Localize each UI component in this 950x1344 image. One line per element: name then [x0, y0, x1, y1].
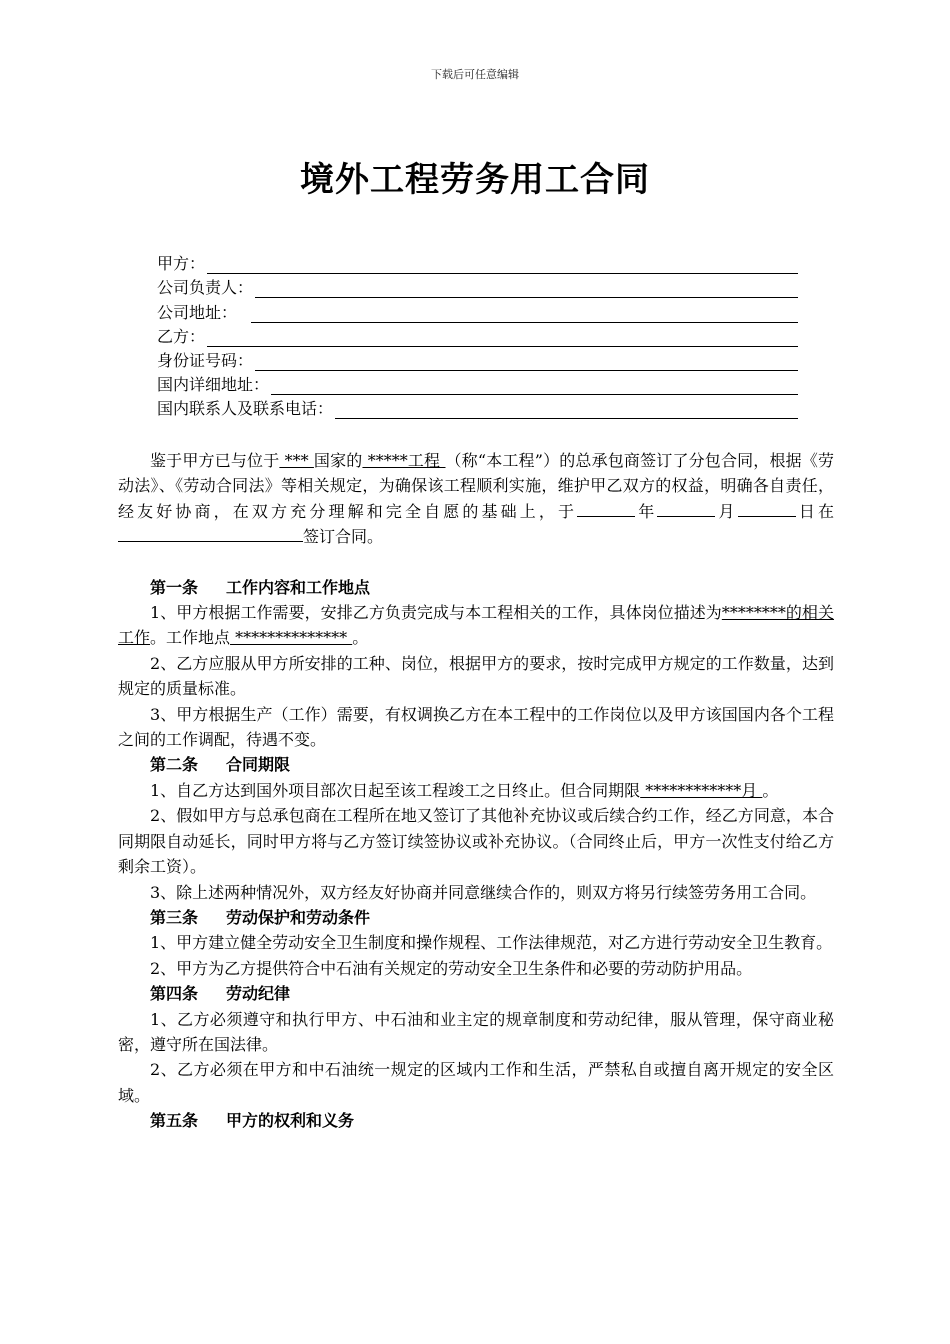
article-title: 劳动纪律: [226, 984, 291, 1004]
field-label: 国内详细地址：: [157, 375, 270, 395]
field-id-number: [157, 347, 798, 371]
field-label: 国内联系人及联系电话：: [157, 399, 334, 419]
article-number: 第一条: [150, 577, 199, 597]
article-number: 第四条: [150, 984, 199, 1004]
article4-heading: [118, 981, 834, 1006]
article1-heading: [118, 575, 834, 600]
field-domestic-contact: [157, 395, 798, 419]
article5-heading: [118, 1108, 834, 1133]
article2-p1: [118, 778, 834, 803]
article-number: 第二条: [150, 755, 199, 775]
article3-p1: 1、甲方建立健全劳动安全卫生制度和操作规程、工作法律规范，对乙方进行劳动安全卫生教育。: [150, 933, 833, 953]
month-blank[interactable]: [657, 499, 715, 517]
article2-p3: 3、除上述两种情况外，双方经友好协商并同意继续合作的，则双方将另行续签劳务用工合同。: [150, 882, 817, 902]
preamble-paragraph: [118, 448, 834, 550]
preamble-text: 国家的: [313, 451, 363, 470]
article-number: 第三条: [150, 907, 199, 927]
article-title: 工作内容和工作地点: [226, 577, 371, 597]
article-title: 甲方的权利和义务: [226, 1111, 355, 1131]
document-title: 境外工程劳务用工合同: [300, 160, 650, 200]
work-place-value: **************: [230, 628, 353, 648]
preamble-text: 签订合同。: [303, 527, 384, 547]
preamble-text: 鉴于甲方已与位于: [150, 451, 280, 470]
field-party-a: [157, 250, 798, 274]
field-label: 甲方：: [157, 254, 206, 274]
paragraph-text: 1、自乙方达到国外项目部次日起至该工程竣工之日终止。但合同期限: [150, 780, 641, 800]
field-party-b: [157, 323, 798, 347]
fill-in-line[interactable]: [255, 280, 798, 298]
year-blank[interactable]: [577, 499, 635, 517]
place-blank[interactable]: [118, 524, 303, 542]
article-title: 劳动保护和劳动条件: [226, 907, 371, 927]
header-note: 下载后可任意编辑: [431, 68, 519, 81]
fill-in-line[interactable]: [251, 305, 798, 323]
article4-p1: 1、乙方必须遵守和执行甲方、中石油和业主定的规章制度和劳动纪律，服从管理，保守商业秘密，遵守所在国法律。: [118, 1009, 834, 1054]
article2-heading: [118, 752, 834, 777]
month-label: 月: [715, 501, 738, 521]
paragraph-text: 1、甲方根据工作需要，安排乙方负责完成与本工程相关的工作，具体岗位描述为: [150, 603, 722, 623]
fill-in-line[interactable]: [207, 256, 798, 274]
field-label: 乙方：: [157, 326, 206, 346]
contract-body: [118, 448, 834, 1134]
paragraph-text: 。: [762, 780, 779, 800]
contract-term-value: ************月: [640, 780, 763, 800]
party-info-fields: [157, 250, 798, 419]
fill-in-line[interactable]: [255, 353, 798, 371]
field-domestic-address: [157, 371, 798, 395]
paragraph-text: 。: [352, 628, 369, 648]
day-label: 日在: [795, 501, 834, 521]
paragraph-text: 。工作地点: [150, 628, 231, 648]
article1-p1: [118, 600, 834, 651]
article-number: 第五条: [150, 1111, 199, 1131]
preamble-text: （称“本工程”）的总承包商签订了分包合同，根据《劳动法》、《劳动合同法》等相关规定，为确保该工程顺利实施，维护甲乙双方的权益，明确各自责任，经友好协商，在双方充分理解和完全自愿的基础上，于: [118, 451, 834, 521]
fill-in-line[interactable]: [335, 401, 798, 419]
article1-p3: 3、甲方根据生产（工作）需要，有权调换乙方在本工程中的工作岗位以及甲方该国国内各个工程之间的工作调配，待遇不变。: [118, 704, 834, 750]
year-label: 年: [635, 501, 658, 521]
article4-p2: 2、乙方必须在甲方和中石油统一规定的区域内工作和生活，严禁私自或擅自离开规定的安全区域。: [118, 1060, 834, 1105]
day-blank[interactable]: [738, 499, 796, 517]
field-company-address: [157, 298, 798, 322]
article3-heading: [118, 905, 834, 930]
country-value: ***: [279, 451, 314, 470]
article-title: 合同期限: [226, 755, 291, 775]
project-value: *****工程: [362, 451, 446, 470]
field-company-rep: [157, 274, 798, 298]
field-label: 公司地址：: [157, 302, 238, 322]
field-label: 公司负责人：: [157, 278, 254, 298]
fill-in-line[interactable]: [271, 377, 798, 395]
field-label: 身份证号码：: [157, 350, 254, 370]
article1-p2: 2、乙方应服从甲方所安排的工种、岗位，根据甲方的要求，按时完成甲方规定的工作数量，达到规定的质量标准。: [118, 653, 834, 699]
fill-in-line[interactable]: [207, 329, 798, 347]
article3-p2: 2、甲方为乙方提供符合中石油有关规定的劳动安全卫生条件和必要的劳动防护用品。: [150, 958, 753, 978]
job-description-value: ********的相关工作: [118, 603, 834, 648]
article2-p2: 2、假如甲方与总承包商在工程所在地又签订了其他补充协议或后续合约工作，经乙方同意，本合同期限自动延长，同时甲方将与乙方签订续签协议或补充协议。（合同终止后，甲方一次性支付给乙方剩余工资）。: [118, 806, 834, 877]
